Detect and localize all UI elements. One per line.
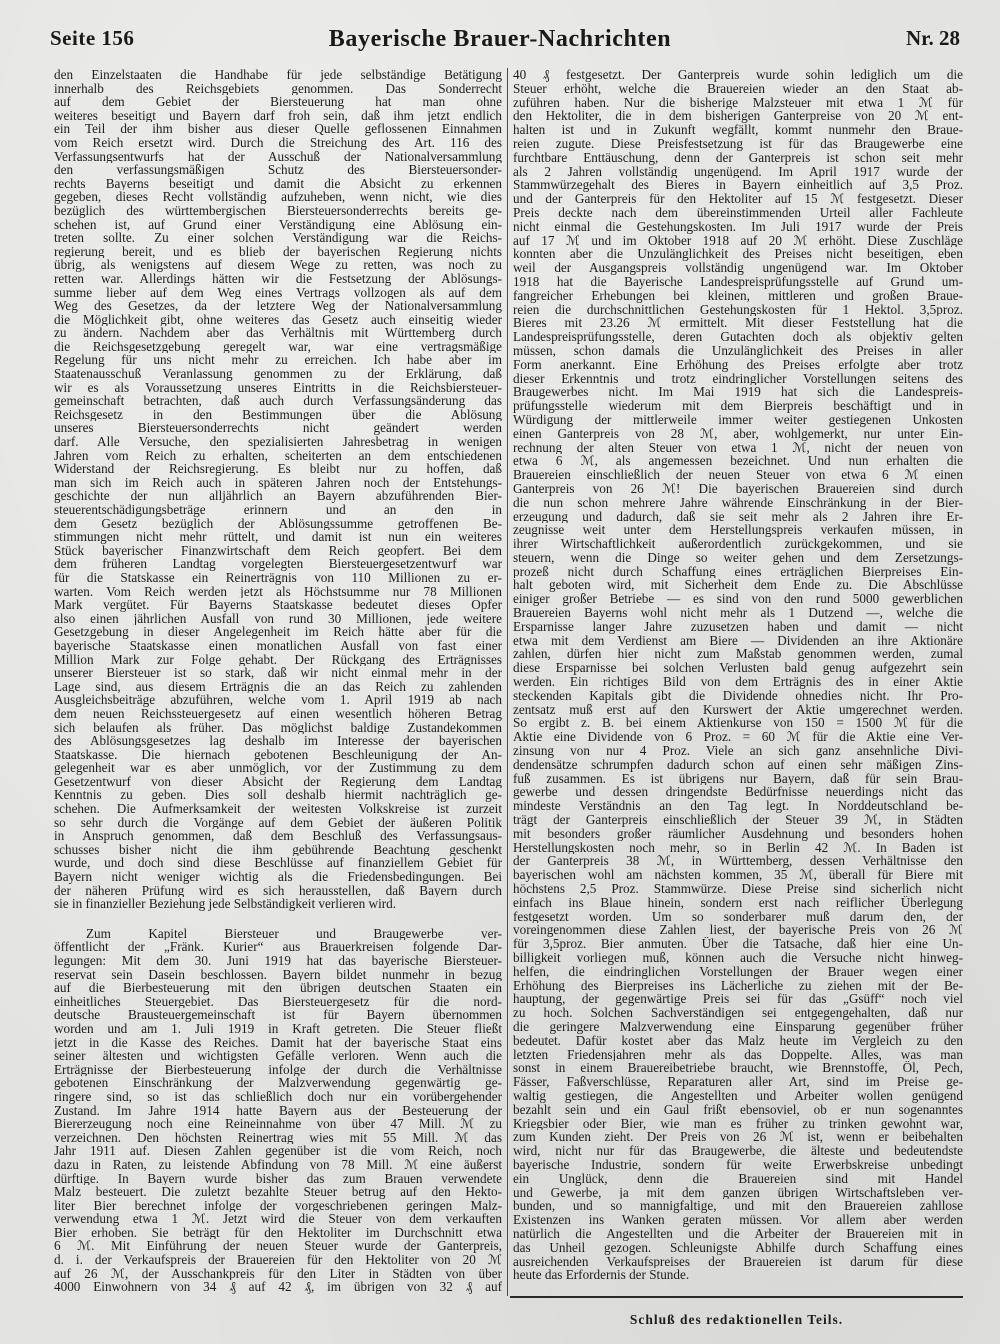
text-line: wurde, und doch sind diese Beschlüsse auf finanziellem Gebiet für xyxy=(54,856,502,871)
text-line: das Unheil gezogen. Schleunigste Abhilfe durch Schaffung eines xyxy=(513,1240,963,1255)
text-line: trägt der Ganterpreis einschließlich der Steuer 39 ℳ, in Städten xyxy=(513,813,963,827)
text-line: steuerentschädigungsbeträge erinnern und an den in xyxy=(54,503,502,517)
text-line: zu hoch. Solchen Sachverständigen sei entgegengehalten, daß nur xyxy=(513,1006,963,1020)
text-line: jetzt in die Kasse des Reiches. Damit hat der bayerische Staat eins xyxy=(54,1035,502,1050)
paragraph xyxy=(54,927,502,1294)
text-line: Brauereien Bayerns wohl nicht mehr als 1 Dutzend —, welche die xyxy=(513,606,963,620)
text-line: stimmungen nicht mehr rüttelt, und damit ist nun ein weiteres xyxy=(54,530,502,544)
footer-rule xyxy=(510,1296,963,1298)
text-line: auf 26 ℳ, der Ausschankpreis für den Liter in Städten von über xyxy=(54,1266,502,1281)
text-line: Ersparnisse langer Jahre zuzusetzen haben und damit — nicht xyxy=(513,619,963,634)
text-line: Fässer, Faßverschlüsse, Reparaturen aller Art, sind im Preise ge- xyxy=(513,1075,963,1089)
text-line: den verfassungsmäßigen Schutz des Biersteuersonder- xyxy=(54,163,502,177)
text-line: Gesetzgebung in dieser Angelegenheit im Reich hätte aber für die xyxy=(54,625,502,639)
text-line: des Ablösungsgesetzes lag deshalb im Interesse der bayerischen xyxy=(54,734,502,748)
text-line: 6 ℳ. Mit Einführung der neuen Steuer wurde der Ganterpreis, xyxy=(54,1239,502,1254)
text-line: bunden, und so mannigfaltige, und mit den Brauereien zahllose xyxy=(513,1199,963,1214)
text-line: vom Reich ersetzt wird. Durch die Streichung des Art. 116 des xyxy=(54,135,502,150)
text-line: konnten aber die Unzulänglichkeit des Preises nicht beseitigen, eben xyxy=(513,247,963,262)
text-line: gewerbe und dessen dringendste Bedürfnisse neuerdings nicht das xyxy=(513,785,963,800)
text-line: dem früheren Landtag vorgelegten Biersteuergesetzentwurf war xyxy=(54,557,502,571)
text-line: der Ganterpreis 38 ℳ, in Württemberg, dessen Verhältnisse den xyxy=(513,854,963,869)
text-line: die nun schon mehrere Jahre währende Einschränkung in der Bier- xyxy=(513,495,963,510)
text-line: den Einzelstaaten die Handhabe für jede selbständige Betätigung xyxy=(54,68,502,82)
text-line: 4000 Einwohnern von 34 ₰ auf 42 ₰, im übrigen von 32 ₰ auf xyxy=(54,1280,502,1294)
text-line: heute das Erfordernis der Stunde. xyxy=(513,1268,690,1283)
text-line: Herstellungskosten noch mehr, so in Berlin 42 ℳ. In Baden ist xyxy=(513,840,963,855)
text-line: auf 17 ℳ und im Oktober 1918 auf 20 ℳ erhöht. Diese Zuschläge xyxy=(513,233,963,248)
text-line: unserer Biersteuer ist so stark, daß wir nicht einmal mehr in der xyxy=(54,666,502,680)
text-line: einheitliches Steuergebiet. Das Biersteuergesetz für die nord- xyxy=(54,994,502,1009)
text-line: So ergibt z. B. bei einem Aktienkurse von 150 = 1500 ℳ für die xyxy=(513,716,963,731)
text-line: ringere sind, so ist das schließlich doch nur ein vorübergehender xyxy=(54,1089,502,1104)
text-line: d. i. der Verkaufspreis der Brauereien für den Hektoliter von 20 ℳ xyxy=(54,1253,502,1267)
text-line: sonst in einem Brauereibetriebe braucht, wie Brennstoffe, Öl, Pech, xyxy=(513,1061,963,1076)
text-line: reien zugute. Diese Preisfestsetzung ist für das Braugewerbe eine xyxy=(513,136,963,151)
text-line: die geringere Malzverwendung eine Einsparung gegenüber früher xyxy=(513,1019,963,1034)
text-line: schehen ist, auf Grund einer Verständigung eine Ablösung ein- xyxy=(54,217,502,232)
text-line: wir es als Voraussetzung unseres Eintritts in die Reichsbiersteuer- xyxy=(54,380,502,395)
text-line: zentsatz muß erst auf den Kurswert der Aktie umgerechnet werden. xyxy=(513,702,963,717)
text-line: seiner ältesten und wichtigsten Gefälle verloren. Wenn auch die xyxy=(54,1049,502,1063)
text-line: wird, nicht nur für das Braugewerbe, die älteste und bedeutendste xyxy=(513,1144,963,1158)
text-line: mindeste Verständnis an den Tag legt. In Norddeutschland be- xyxy=(513,799,963,814)
text-line: 1918 hat die Bayerische Landespreisprüfungsstelle auf Grund um- xyxy=(513,274,963,289)
text-line: prüfungsstelle wiederum mit dem Bierpreis beschäftigt und in xyxy=(513,399,963,413)
text-line: verzeichnen. Den höchsten Reinertrag wies mit 55 Mill. ℳ das xyxy=(54,1130,502,1145)
end-of-editorial-note: Schluß des redaktionellen Teils. xyxy=(629,1312,844,1327)
text-line: worden und am 1. Juli 1919 in Kraft getreten. Die Steuer fließt xyxy=(54,1021,502,1036)
text-line: Ausgleichsbeiträge abzuführen, welche vom 1. April 1919 ab nach xyxy=(54,693,502,707)
text-line: rechts Bayerns beseitigt und damit die Absicht zu erkennen xyxy=(54,176,502,191)
text-line: etwa mit dem Verdienst am Biere — Dividenden an ihre Aktionäre xyxy=(513,633,963,648)
text-line: bezahlt sein und ein Gaul frißt ebensoviel, ob er nun sogenanntes xyxy=(513,1102,963,1117)
text-line: Stammwürzegehalt des Bieres in Bayern einheitlich auf 3,5 Proz. xyxy=(513,178,963,193)
text-line: bezüglich des württembergischen Biersteuersonderrechts bereits ge- xyxy=(54,203,502,218)
text-line: gegeben, dieses Recht vollständig aufzuheben, wenn nicht, wie dies xyxy=(54,190,502,204)
text-line: bayerische Staatskasse einen monatlichen Ausfall von fast einer xyxy=(54,638,502,653)
text-line: Widerstand der Reichsregierung. Es bleibt nur zu hoffen, daß xyxy=(54,462,502,476)
text-line: gelegenheit war es aber unmöglich, vor der Zustimmung zu dem xyxy=(54,761,502,775)
text-line: Stück bayerischer Finanzwirtschaft dem Reich geopfert. Bei dem xyxy=(54,543,502,558)
text-line: bayerischen wohl am nächsten kommen, 35 ℳ, überall für Biere mit xyxy=(513,868,963,883)
text-line: Erträgnisse der Bierbesteuerung infolge der durch die Verhältnisse xyxy=(54,1062,502,1077)
paragraph xyxy=(513,68,963,1282)
text-line: Bayern nicht weniger wichtig als die Friedensbedingungen. Bei xyxy=(54,870,502,884)
text-line: für 3,5proz. Bier anmuten. Über die Tatsache, daß hier eine Un- xyxy=(513,937,963,951)
text-line: dieser Erkenntnis und trotz eindringlicher Vorstellungen seitens des xyxy=(513,371,963,386)
text-line: sie in finanzieller Beziehung jede Selbständigkeit verlieren wird. xyxy=(54,897,397,911)
text-line: nicht einmal die Gestehungskosten. Im Juli 1917 wurde der Preis xyxy=(513,219,963,234)
text-line: ausreichenden Verkaufspreises der Brauereien ist darum für diese xyxy=(513,1254,963,1269)
text-line: Regelung für uns nicht mehr zu erreichen. Ich habe aber im xyxy=(54,353,502,368)
text-line: Aktie eine Dividende von 6 Proz. = 60 ℳ für die Aktie eine Ver- xyxy=(513,730,963,745)
text-line: Weg des Gesetzes, da der letztere Weg der Nationalversammlung xyxy=(54,299,502,313)
text-line: ein Teil der ihm bisher aus dieser Quelle geflossenen Einnahmen xyxy=(54,122,502,136)
text-line: sich belaufen als früher. Das möglichst baldige Zustandekommen xyxy=(54,720,502,735)
text-line: einen Ganterpreis von 28 ℳ, aber, wohlgemerkt, nur unter Ein- xyxy=(513,426,963,441)
text-line: 40 ₰ festgesetzt. Der Ganterpreis wurde sohin lediglich um die xyxy=(513,68,963,82)
text-line: auf die Bierbesteuerung mit den übrigen deutschen Staaten ein xyxy=(54,981,502,995)
text-line: Landespreisprüfungsstelle, deren Gutachten doch als objektiv gelten xyxy=(513,330,963,344)
text-line: letzten Friedensjahren mehr als das Doppelte. Alles, was man xyxy=(513,1047,963,1062)
text-line: Form anerkannt. Eine Erhöhung des Preises erfolgte aber trotz xyxy=(513,357,963,372)
text-line: in Anspruch genommen, daß dem Beschluß des Verfassungsaus- xyxy=(54,829,502,843)
text-line: der näheren Prüfung wird es sich herausstellen, daß Bayern durch xyxy=(54,883,502,898)
text-line: ihrer Wirtschaftlichkeit außerordentlich zurückgekommen, und sie xyxy=(513,537,963,551)
text-line: summe lieber auf dem Weg eines Vertrags vollzogen als auf dem xyxy=(54,285,502,300)
text-line: etwa 6 ℳ, als angemessen bezeichnet. Und nun erhalten die xyxy=(513,454,963,469)
text-line: Reichsgesetz in den Bestimmungen über die Ablösung xyxy=(54,407,502,422)
text-line: steckenden Kapitals gibt die Dividende ohnedies nicht. Ihr Pro- xyxy=(513,688,963,703)
text-line: legungen: Mit dem 30. Juni 1919 hat das bayerische Biersteuer- xyxy=(54,954,502,968)
text-line: übrig, als wenigstens auf diesem Wege zu retten, was noch zu xyxy=(54,258,502,272)
text-line: warten. Vom Reich werden jetzt als Höchstsumme nur 78 Millionen xyxy=(54,584,502,599)
text-line: Preis deckte nach dem übereinstimmenden Urteil aller Fachleute xyxy=(513,205,963,220)
text-line: auf dem Gebiet der Biersteuerung hat man ohne xyxy=(54,95,502,109)
text-line: weiteres beseitigt und Bayern darf froh sein, daß ihm jetzt endlich xyxy=(54,108,502,123)
text-line: Staatenausschuß Veranlassung genommen zu der Erklärung, daß xyxy=(54,367,502,381)
text-line: höchstens 2,5 Proz. Stammwürze. Diese Preise sind sicherlich nicht xyxy=(513,882,963,896)
text-line: furchtbare Enttäuschung, denn der Ganterpreis ist schon seit mehr xyxy=(513,150,963,165)
text-line: treten sollte. Zu einer solchen Verständigung war die Reichs- xyxy=(54,231,502,245)
text-line: geschichte der nun alljährlich an Bayern abzuführenden Bier- xyxy=(54,489,502,503)
text-line: verwendung etwa 1 ℳ. Jetzt wird die Steuer von dem verkauften xyxy=(54,1212,502,1226)
text-line: Jahr 1911 auf. Diesen Zahlen gegenüber ist die vom Reich, noch xyxy=(54,1144,502,1158)
text-line: Würdigung der mittlerweile immer weiter gestiegenen Unkosten xyxy=(513,412,963,427)
text-line: retten war. Allerdings hätten wir die Festsetzung der Ablösungs- xyxy=(54,271,502,286)
text-line: fuß zusammen. Es ist übrigens nur Bayern, daß für sein Brau- xyxy=(513,771,963,786)
text-line: Braugewerbes nicht. Im Mai 1919 hat sich die Landespreis- xyxy=(513,385,963,400)
text-line: waltig gestiegen, die Angestellten und Arbeiter wollen genügend xyxy=(513,1088,963,1103)
text-line: zeugnisse weit unter dem Herstellungspreis verkaufen müssen, in xyxy=(513,523,963,538)
text-line: Zustand. Im Jahre 1914 hatte Bayern aus der Besteuerung der xyxy=(54,1103,502,1118)
text-line: Brauereien einschließlich der neuen Steuer von etwa 6 ℳ einen xyxy=(513,468,963,482)
text-line: die Möglichkeit gibt, ohne weiteres das Gesetz auch einseitig wieder xyxy=(54,312,502,327)
text-line: reien die durchschnittlichen Gestehungskosten für 1 Hektol. 3,5proz. xyxy=(513,302,963,317)
text-line: diese Ersparnisse bei solchen Verlusten bald genug aufgezehrt sein xyxy=(513,661,963,676)
text-line: innerhalb des Reichsgebiets genommen. Das Sonderrecht xyxy=(54,81,502,96)
text-line: zum Kunden zieht. Der Preis von 26 ℳ ist, wenn er beibehalten xyxy=(513,1130,963,1145)
text-line: Ganterpreis von 26 ℳ! Die bayerischen Brauereien sind durch xyxy=(513,481,963,496)
text-line: und der Ganterpreis für den Hektoliter auf 15 ℳ festgesetzt. Dieser xyxy=(513,192,963,206)
text-line: öffentlicht der „Fränk. Kurier“ aus Brauerkreisen folgende Dar- xyxy=(54,940,502,954)
text-line: zu ändern. Nachdem aber das Verhältnis mit Württemberg durch xyxy=(54,326,502,340)
text-line: Bier erhoben. Sie beträgt für den Hektoliter im Durchschnitt etwa xyxy=(54,1225,502,1240)
text-line: Lage sind, aus diesem Erträgnis die an das Reich zu zahlenden xyxy=(54,679,502,694)
text-line: Bieres mit 23.26 ℳ ermittelt. Mit dieser Feststellung hat die xyxy=(513,316,963,331)
text-line: Existenzen ins Wanken geraten müssen. Vor allem aber werden xyxy=(513,1213,963,1227)
text-line: für die Statskasse ein Reinerträgnis von 110 Millionen zu er- xyxy=(54,570,502,585)
text-line: steuern, wenn die Dinge so weiter gehen und dem Zersetzungs- xyxy=(513,550,963,565)
text-line: Verfassungsentwurfs hat der Ausschuß der Nationalversammlung xyxy=(54,149,502,164)
text-line: die Reichsgesetzgebung geregelt war, war eine vertragsmäßige xyxy=(54,339,502,354)
text-line: Mark vergütet. Für Bayerns Staatskasse bedeutet dieses Opfer xyxy=(54,598,502,612)
issue-number: Nr. 28 xyxy=(905,26,960,50)
text-line: hauptung, der gegenwärtige Preis sei für das „Gsüff“ noch viel xyxy=(513,992,963,1007)
text-line: fangreicher Erhebungen bei kleinen, mittleren und großen Braue- xyxy=(513,288,963,303)
text-column-right xyxy=(513,68,963,1282)
text-line: prozeß nicht durch Schaffung eines erträglichen Bierpreises Ein- xyxy=(513,564,963,579)
text-line: gebotenen Einschränkung der Malzverwendung gegenwärtig ge- xyxy=(54,1076,502,1090)
text-line: und Gewerbe, ja mit dem ganzen übrigen Wirtschaftsleben ver- xyxy=(513,1185,963,1200)
text-line: bedeutet. Dafür kostet aber das Malz heute im Vergleich zu den xyxy=(513,1033,963,1048)
text-line: einfach ins Blaue hinein, sondern erst nach reiflicher Überlegung xyxy=(513,895,963,910)
text-line: Kriegsbier oder Bier, wie man es früher zu trinken gewohnt war, xyxy=(513,1116,963,1131)
text-line: einiger großer Betriebe — es sind von den rund 5000 gewerblichen xyxy=(513,592,963,607)
text-line: mit besonders großer räumlicher Ausdehnung und besonders hohen xyxy=(513,826,963,841)
text-line: Staatskasse. Die hiernach gebotenen Beschleunigung der An- xyxy=(54,747,502,762)
text-line: dendensätze schrumpfen dadurch schon auf einen sehr mäßigen Zins- xyxy=(513,757,963,772)
text-line: helfen, die eindringlichen Vorstellungen der Brauer wegen einer xyxy=(513,964,963,979)
text-line: Kenntnis zu geben. Dies soll deshalb hiermit nachträglich ge- xyxy=(54,788,502,803)
text-line: festgesetzt worden. Um so sonderbarer muß darum den, der xyxy=(513,909,963,924)
text-line: halten ist und in Zukunft wegfällt, kommt nunmehr den Braue- xyxy=(513,123,963,137)
text-line: ein Unglück, denn die Brauereien sind mit Handel xyxy=(513,1171,963,1186)
text-line: man sich im Reich auch in späteren Jahren noch der Entstehungs- xyxy=(54,475,502,490)
text-line: dem Gesetz bezüglich der Ablösungssumme getroffenen Be- xyxy=(54,516,502,531)
text-line: billigkeit vorliegen muß, können auch die Versuche nicht hinweg- xyxy=(513,951,963,965)
text-line: dazu in Raten, zu leistende Abfindung von 78 Mill. ℳ eine äußerst xyxy=(54,1157,502,1172)
text-line: Malz besteuert. Die zuletzt bezahlte Steuer betrug auf den Hekto- xyxy=(54,1185,502,1199)
text-line: unseres Biersteuersonderrechts nicht geändert werden xyxy=(54,421,502,436)
text-line: bayerische Industrie, sondern für weite Erwerbskreise unbedingt xyxy=(513,1157,963,1172)
text-line: Jahren vom Reich zu erhalten, scheiterten an dem entschiedenen xyxy=(54,448,502,463)
text-line: schehen. Die Aufmerksamkeit der weitesten Volkskreise ist zurzeit xyxy=(54,802,502,816)
text-line: den Hektoliter, die in dem bisherigen Ganterpreise von 20 ℳ ent- xyxy=(513,109,963,124)
publication-title: Bayerische Brauer-Nachrichten xyxy=(328,26,672,52)
text-line: dem neuen Reichssteuergesetz auf einen wesentlich höheren Betrag xyxy=(54,706,502,721)
text-line: voreingenommen diese Zahlen liest, der bayerische Preis von 26 ℳ xyxy=(513,923,963,938)
text-line: erzeugung und dadurch, daß sie seit mehr als 2 Jahren ihre Er- xyxy=(513,509,963,524)
text-line: Erhöhung des Bierpreises ins Lächerliche zu ziehen mit der Be- xyxy=(513,978,963,993)
text-line: gemeinschaft betrachten, daß auch durch Verfassungsänderung das xyxy=(54,394,502,408)
column-divider xyxy=(507,68,508,1296)
text-line: reservat sein Dasein beschlossen. Bayern bildet nunmehr in bezug xyxy=(54,967,502,982)
text-line: Million Mark zur Folge gehabt. Der Rückgang des Erträgnisses xyxy=(54,652,502,667)
text-line: darf. Alle Versuche, den spezialisierten Jahresbetrag in wenigen xyxy=(54,435,502,449)
text-line: liter Bier berechnet infolge der vorgeschriebenen geringen Malz- xyxy=(54,1198,502,1213)
text-line: dürftige. In Bayern wurde bisher das zum Brauen verwendete xyxy=(54,1171,502,1186)
page-number: Seite 156 xyxy=(50,26,135,50)
text-line: deutsche Brausteuergemeinschaft ist für Bayern übernommen xyxy=(54,1008,502,1022)
text-line: natürlich die Angestellten und die Arbeiter der Brauereien mit in xyxy=(513,1226,963,1241)
text-line: als 2 Jahren vollständig ungenügend. Im April 1917 wurde der xyxy=(513,164,963,179)
text-line: Gesetzentwurf von dieser Absicht der Regierung dem Landtag xyxy=(54,774,502,789)
text-line: schusses bisher nicht die ihm gebührende Beachtung geschenkt xyxy=(54,842,502,857)
text-line: zuführen haben. Nur die bisherige Malzsteuer mit etwa 1 ℳ für xyxy=(513,95,963,110)
text-line: so sehr durch die Vorgänge auf dem Gebiet der äußeren Politik xyxy=(54,815,502,830)
text-line: Biererzeugung noch eine Reineinnahme von über 47 Mill. ℳ zu xyxy=(54,1117,502,1131)
text-line: weil der Ausgangspreis vollständig ungenügend war. Im Oktober xyxy=(513,261,963,275)
text-line: regierung bereit, und es blieb der bayerischen Regierung nichts xyxy=(54,244,502,259)
text-column-left xyxy=(54,68,502,1294)
text-line: zahlen, dürfen hier nicht zum Maßstab genommen werden, zumal xyxy=(513,647,963,662)
text-line: werden. Ein richtiges Bild von dem Erträgnis des in einer Aktie xyxy=(513,675,963,689)
text-line: also einen jährlichen Ausfall von rund 30 Millionen, jede weitere xyxy=(54,611,502,626)
text-line: halt geboten wird, mit Sicherheit dem Ende zu. Die Abschlüsse xyxy=(513,578,963,593)
text-line: Steuer erhöht, welche die Brauereien wieder an den Staat ab- xyxy=(513,81,963,96)
text-line: Zum Kapitel Biersteuer und Braugewerbe ver- xyxy=(86,926,502,941)
text-line: zinsung von nur 4 Proz. Viele an sich ganz ansehnliche Divi- xyxy=(513,744,963,758)
paragraph xyxy=(54,68,502,911)
text-line: müssen, schon damals die Unzulänglichkeit des Preises in aller xyxy=(513,343,963,358)
text-line: rechnung der alten Steuer von etwa 1 ℳ, nicht der neuen von xyxy=(513,440,963,455)
